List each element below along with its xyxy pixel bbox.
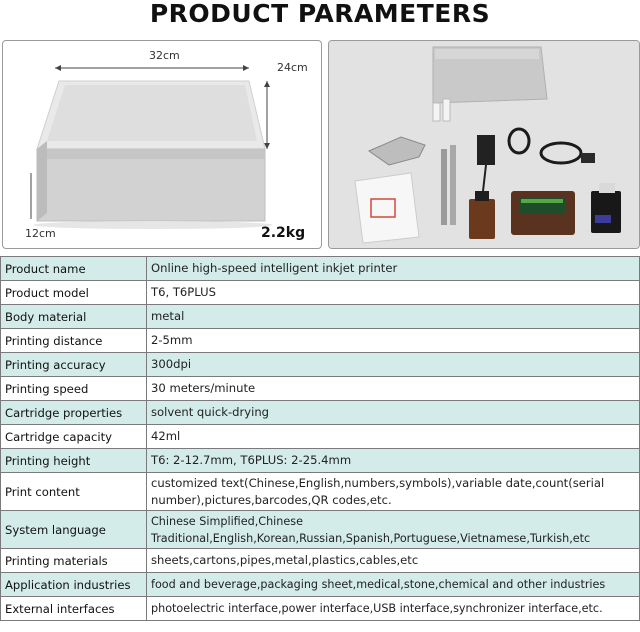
param-value: T6, T6PLUS (147, 281, 640, 305)
kit-contents-panel (328, 40, 640, 249)
param-value: photoelectric interface,power interface,USB interface,synchronizer interface,etc. (147, 597, 640, 621)
param-value: customized text(Chinese,English,numbers,symbols),variable date,count(serial number),pictures,barcodes,QR codes,etc. (147, 473, 640, 511)
table-row (1, 511, 640, 549)
param-value: 30 meters/minute (147, 377, 640, 401)
param-label: Cartridge properties (1, 401, 147, 425)
param-value: Chinese Simplified,Chinese Traditional,English,Korean,Russian,Spanish,Portuguese,Vietnamese,Turkish,etc (147, 511, 640, 549)
table-row (1, 425, 640, 449)
page-title: PRODUCT PARAMETERS (149, 0, 491, 28)
param-label: External interfaces (1, 597, 147, 621)
param-label: System language (1, 511, 147, 549)
param-label: Application industries (1, 573, 147, 597)
param-value: 42ml (147, 425, 640, 449)
table-row (1, 257, 640, 281)
printer-kit-illustration (329, 41, 639, 248)
param-label: Printing speed (1, 377, 147, 401)
param-label: Product model (1, 281, 147, 305)
param-label: Printing distance (1, 329, 147, 353)
param-value: Online high-speed intelligent inkjet printer (147, 257, 640, 281)
table-row (1, 573, 640, 597)
param-value: T6: 2-12.7mm, T6PLUS: 2-25.4mm (147, 449, 640, 473)
table-row (1, 305, 640, 329)
box-width-label: 32cm (149, 49, 180, 62)
param-label: Print content (1, 473, 147, 511)
param-label: Printing materials (1, 549, 147, 573)
parameters-table (0, 256, 640, 621)
table-row (1, 473, 640, 511)
box-depth-label: 12cm (25, 227, 56, 240)
table-row (1, 449, 640, 473)
table-row (1, 377, 640, 401)
table-row (1, 353, 640, 377)
param-value: solvent quick-drying (147, 401, 640, 425)
table-row (1, 549, 640, 573)
table-row (1, 281, 640, 305)
param-label: Printing height (1, 449, 147, 473)
table-row (1, 597, 640, 621)
shipping-box-illustration (3, 41, 321, 248)
box-dimensions-panel (2, 40, 322, 249)
param-label: Product name (1, 257, 147, 281)
param-label: Cartridge capacity (1, 425, 147, 449)
table-row (1, 401, 640, 425)
box-weight-label: 2.2kg (261, 225, 306, 241)
param-value: 2-5mm (147, 329, 640, 353)
box-height-label: 24cm (277, 61, 308, 74)
param-label: Body material (1, 305, 147, 329)
param-value: 300dpi (147, 353, 640, 377)
param-value: food and beverage,packaging sheet,medical,stone,chemical and other industries (147, 573, 640, 597)
table-row (1, 329, 640, 353)
param-value: metal (147, 305, 640, 329)
param-value: sheets,cartons,pipes,metal,plastics,cables,etc (147, 549, 640, 573)
param-label: Printing accuracy (1, 353, 147, 377)
